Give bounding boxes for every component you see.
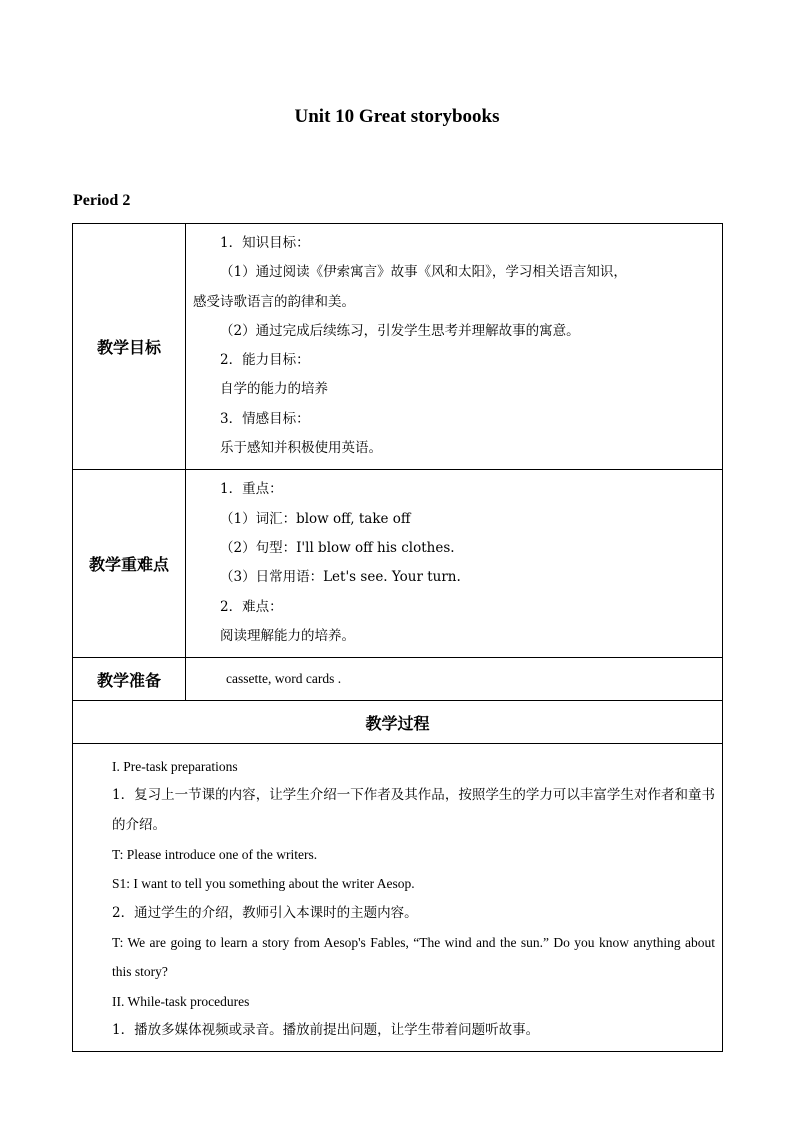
objectives-content bbox=[186, 224, 723, 470]
preparation-content: cassette, word cards . bbox=[186, 658, 723, 701]
process-line: 1．播放多媒体视频或录音。播放前提出问题，让学生带着问题听故事。 bbox=[112, 1021, 540, 1038]
objectives-line: 3．情感目标： bbox=[220, 410, 310, 427]
objectives-row bbox=[73, 224, 723, 470]
preparation-row bbox=[73, 658, 723, 701]
process-content bbox=[73, 744, 723, 1052]
process-line: 1．复习上一节课的内容，让学生介绍一下作者及其作品，按照学生的学力可以丰富学生对作者和童书的介绍。 bbox=[112, 787, 715, 833]
key-points-line: 2．难点： bbox=[220, 598, 283, 615]
objectives-line: 感受诗歌语言的韵律和美。 bbox=[193, 293, 355, 310]
process-heading-row bbox=[73, 701, 723, 744]
objectives-line: （2）通过完成后续练习，引发学生思考并理解故事的寓意。 bbox=[220, 322, 580, 339]
key-points-content bbox=[186, 470, 723, 658]
key-points-line: （2）句型：I'll blow off his clothes. bbox=[220, 539, 455, 556]
process-line: 2．通过学生的介绍，教师引入本课时的主题内容。 bbox=[112, 904, 418, 921]
objectives-line: 自学的能力的培养 bbox=[220, 381, 328, 398]
process-line: II. While-task procedures bbox=[112, 993, 250, 1009]
objectives-line: （1）通过阅读《伊索寓言》故事《风和太阳》，学习相关语言知识， bbox=[220, 264, 627, 281]
process-line: S1: I want to tell you something about the writer Aesop. bbox=[112, 876, 415, 892]
process-heading: 教学过程 bbox=[73, 701, 723, 744]
key-points-line: （1）词汇：blow off, take off bbox=[220, 510, 411, 527]
objectives-line: 1．知识目标： bbox=[220, 235, 310, 251]
period-label: Period 2 bbox=[73, 192, 131, 209]
key-points-label: 教学重难点 bbox=[73, 470, 186, 658]
process-line: T: Please introduce one of the writers. bbox=[112, 847, 318, 863]
key-points-line: 阅读理解能力的培养。 bbox=[220, 627, 355, 644]
preparation-label: 教学准备 bbox=[73, 658, 186, 701]
process-line: I. Pre-task preparations bbox=[112, 759, 238, 775]
lesson-plan-table bbox=[72, 223, 723, 1052]
document-title: Unit 10 Great storybooks bbox=[294, 106, 500, 127]
process-line: T: We are going to learn a story from Aesop's Fables, “The wind and the sun.” Do you know anything about this story? bbox=[112, 934, 715, 980]
key-points-line: 1．重点： bbox=[220, 481, 283, 498]
objectives-line: 2．能力目标： bbox=[220, 352, 310, 369]
objectives-line: 乐于感知并积极使用英语。 bbox=[220, 440, 382, 457]
key-points-row bbox=[73, 470, 723, 658]
process-row bbox=[73, 744, 723, 1052]
key-points-line: （3）日常用语：Let's see. Your turn. bbox=[220, 569, 461, 586]
objectives-label: 教学目标 bbox=[73, 224, 186, 470]
